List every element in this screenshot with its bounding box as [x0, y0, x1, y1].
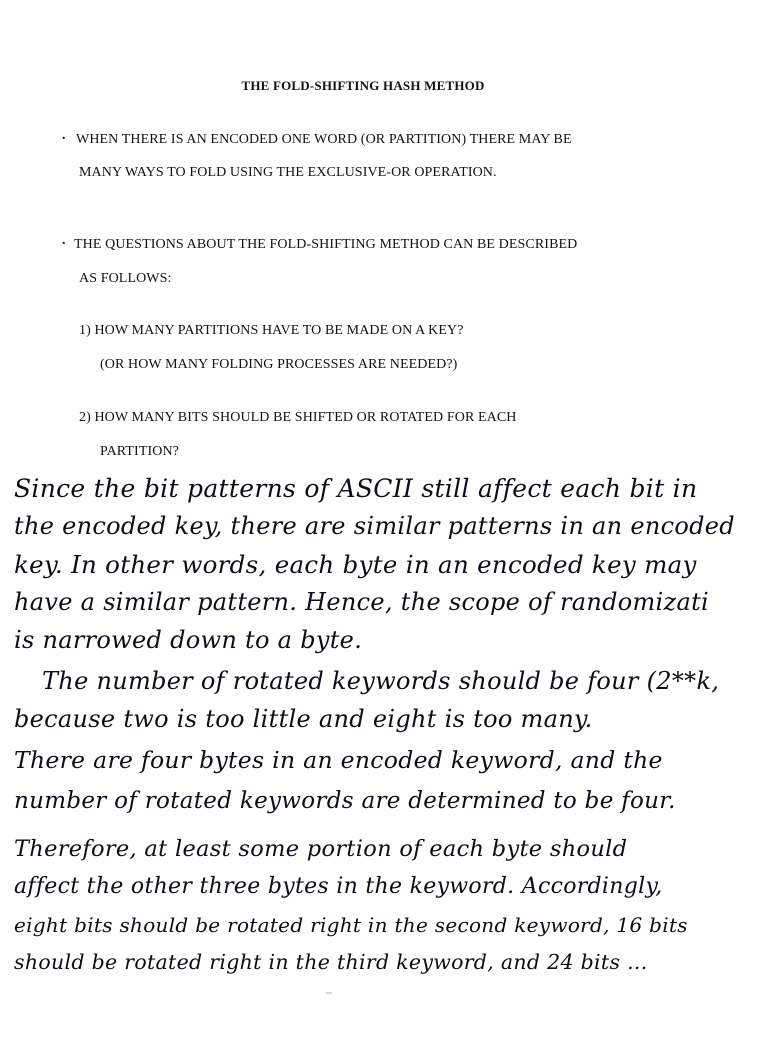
question-2-line-1: 2) HOW MANY BITS SHOULD BE SHIFTED OR ROTATED FOR EACH — [79, 410, 517, 425]
bullet-1-line-2: MANY WAYS TO FOLD USING THE EXCLUSIVE-OR OPERATION. — [79, 165, 497, 180]
handwritten-line-5: is narrowed down to a byte. — [14, 626, 363, 654]
handwritten-line-3: key. In other words, each byte in an encoded key may — [14, 550, 697, 579]
bullet-2-line-1: THE QUESTIONS ABOUT THE FOLD-SHIFTING METHOD CAN BE DESCRIBED — [74, 237, 578, 252]
question-1-line-2: (OR HOW MANY FOLDING PROCESSES ARE NEEDED?) — [100, 357, 458, 372]
bullet-marker-1: . — [62, 128, 66, 143]
handwritten-line-10: Therefore, at least some portion of each byte should — [14, 836, 628, 862]
document-title: THE FOLD-SHIFTING HASH METHOD — [241, 78, 485, 93]
bullet-marker-2: . — [62, 233, 66, 248]
question-2-line-2: PARTITION? — [100, 444, 179, 459]
bullet-1-line-1: WHEN THERE IS AN ENCODED ONE WORD (OR PARTITION) THERE MAY BE — [76, 132, 572, 147]
handwritten-line-4: have a similar pattern. Hence, the scope of randomizati — [14, 588, 710, 616]
scan-artifact — [326, 992, 332, 994]
handwritten-line-8: There are four bytes in an encoded keyword, and the — [14, 746, 663, 774]
handwritten-line-2: the encoded key, there are similar patterns in an encoded — [14, 512, 735, 540]
question-1-line-1: 1) HOW MANY PARTITIONS HAVE TO BE MADE ON A KEY? — [79, 323, 464, 338]
handwritten-line-13: should be rotated right in the third keyword, and 24 bits ... — [14, 950, 648, 974]
handwritten-line-11: affect the other three bytes in the keyword. Accordingly, — [14, 874, 663, 899]
handwritten-line-9: number of rotated keywords are determined to be four. — [14, 788, 676, 814]
handwritten-line-7: because two is too little and eight is too many. — [14, 705, 593, 733]
handwritten-line-12: eight bits should be rotated right in the second keyword, 16 bits — [14, 913, 688, 937]
handwritten-line-6: The number of rotated keywords should be four (2**k, — [42, 667, 720, 695]
bullet-2-line-2: AS FOLLOWS: — [79, 271, 172, 286]
handwritten-line-1: Since the bit patterns of ASCII still affect each bit in — [14, 474, 698, 503]
